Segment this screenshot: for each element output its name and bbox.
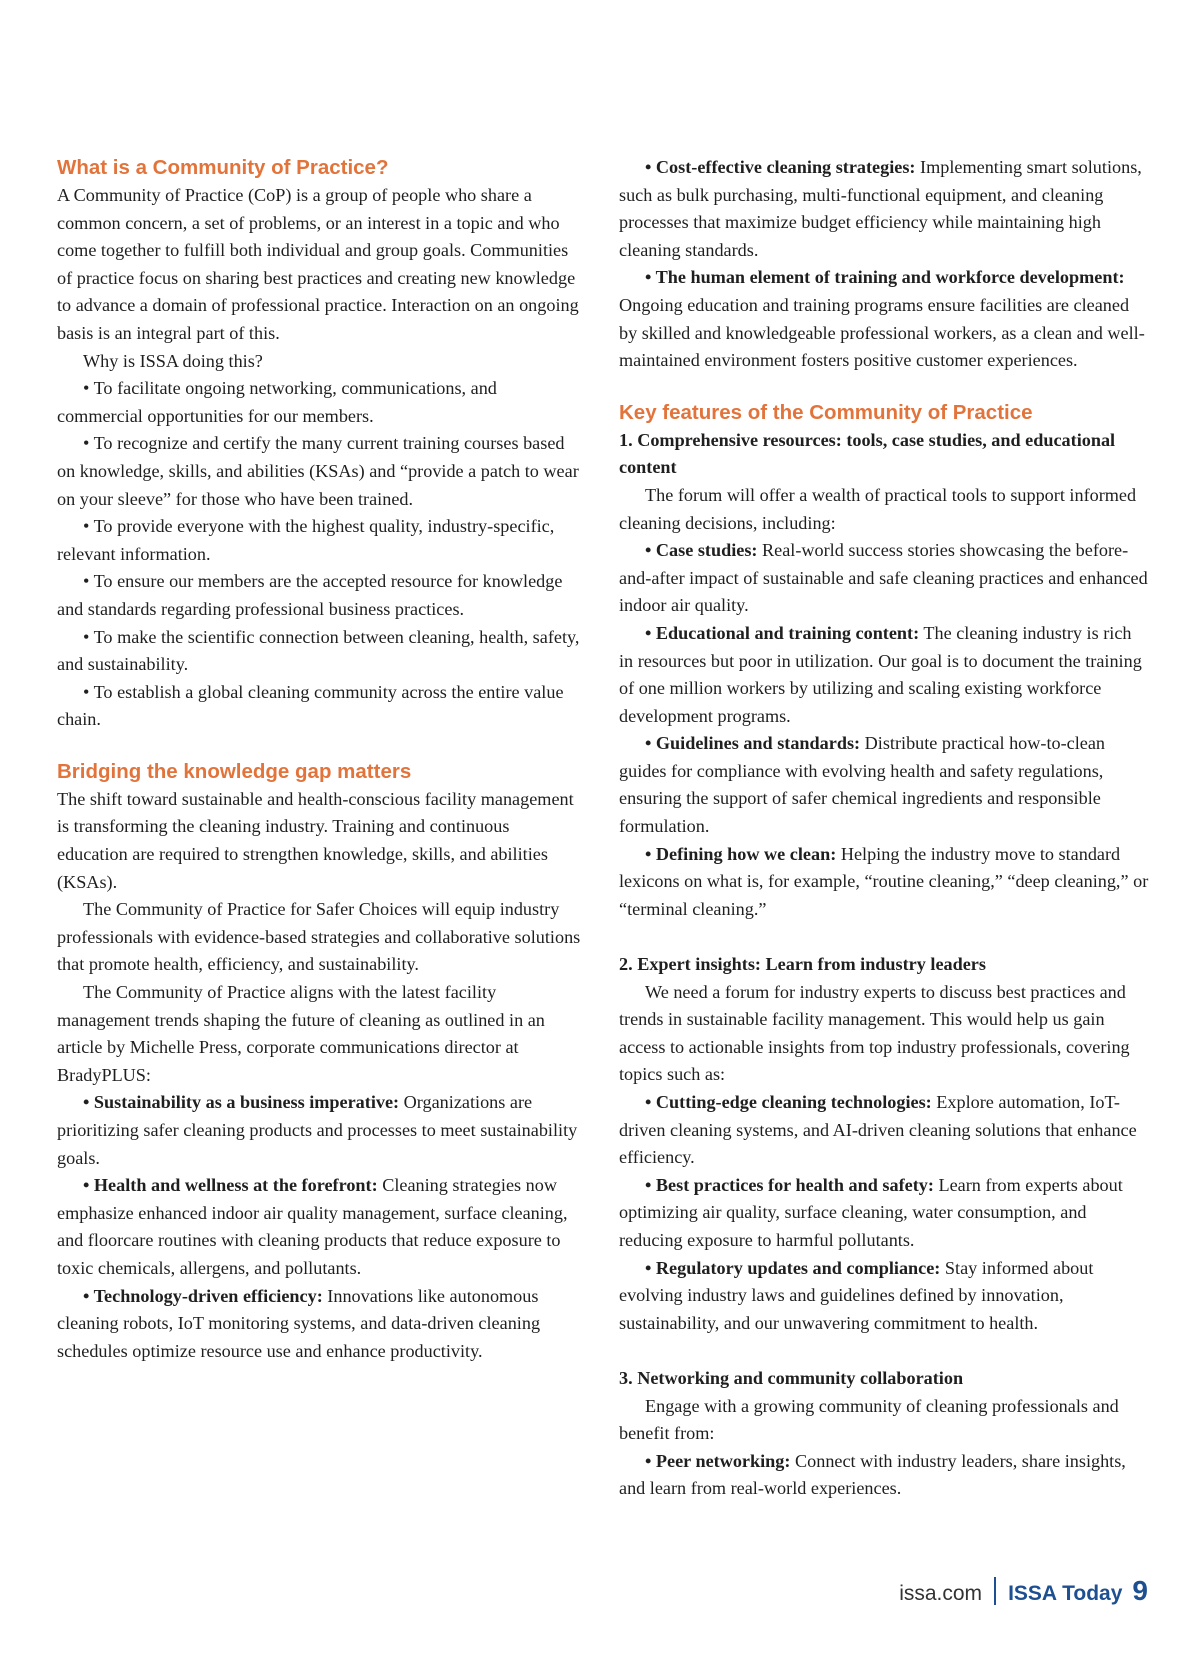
subheading-comprehensive-resources: 1. Comprehensive resources: tools, case studies, and educational content [619,429,1116,478]
bullet-text: Ongoing education and training programs ensure facilities are cleaned by skilled and knowledgeable professional workers, as a clean and well-maintained environment fosters positive customer experiences. [619,294,1145,371]
bullet-text: Connect with industry leaders, share insights, and learn from real-world experiences. [619,1450,1126,1499]
bullet-text: Organizations are prioritizing safer cleaning products and processes to meet sustainability goals. [57,1092,578,1168]
bullet-certify-training: • To recognize and certify the many current training courses based on knowledge, skills, and abilities (KSAs) and “provide a patch to wear on your sleeve” for those who have been trained. [57,433,579,509]
paragraph-forum-tools: The forum will offer a wealth of practical tools to support informed cleaning decisions, including: [619,484,1137,533]
bullet-title: • Sustainability as a business imperative: [83,1092,400,1113]
paragraph-safer-choices: The Community of Practice for Safer Choices will equip industry professionals with evidence-based strategies and collaborative solutions that promote health, efficiency, and sustainability. [57,899,581,975]
bullet-text: Distribute practical how-to-clean guides for compliance with evolving health and safety regulations, ensuring the support of safer chemical ingredients and responsible formulation. [619,733,1106,837]
page-number: 9 [1132,1575,1148,1606]
bullet-peer-networking [619,1448,1149,1503]
bullet-title: • Case studies: [645,540,758,561]
paragraph-why-issa: Why is ISSA doing this? [83,350,263,371]
bullet-title: • The human element of training and workforce development: [645,267,1125,288]
subheading-networking: 3. Networking and community collaboration [619,1367,964,1388]
bullet-text: Real-world success stories showcasing the before-and-after impact of sustainable and safe cleaning practices and enhanced indoor air quality. [619,540,1148,616]
paragraph-engage: Engage with a growing community of cleaning professionals and benefit from: [619,1395,1119,1444]
heading-bridging-gap: Bridging the knowledge gap matters [57,759,412,783]
bullet-title: • Guidelines and standards: [645,733,861,754]
footer-divider [994,1577,996,1605]
page-footer [899,1572,1148,1607]
bullet-title: • Cutting-edge cleaning technologies: [645,1092,932,1112]
bullet-title: • Defining how we clean: [645,843,837,864]
bullet-text: The cleaning industry is rich in resources but poor in utilization. Our goal is to document the training of one million workers by utilizing and scaling existing workforce development programs. [619,622,1142,726]
bullet-cutting-edge [619,1089,1149,1172]
heading-key-features: Key features of the Community of Practice [619,400,1033,424]
footer-magazine-name: ISSA Today [1008,1582,1123,1605]
bullet-title: • Regulatory updates and compliance: [645,1257,941,1278]
bullet-defining-clean [619,841,1149,924]
bullet-title: • Educational and training content: [645,622,920,643]
bullet-text: Implementing smart solutions, such as bulk purchasing, multi-functional equipment, and cleaning processes that maximize budget efficiency while maintaining high cleaning standards. [619,157,1142,260]
bullet-global-community: • To establish a global cleaning community across the entire value chain. [57,681,564,730]
bullet-quality-information: • To provide everyone with the highest quality, industry-specific, relevant information. [57,516,555,564]
bullet-title: • Health and wellness at the forefront: [83,1175,378,1196]
bullet-text: Innovations like autonomous cleaning robots, IoT monitoring systems, and data-driven cleaning schedules optimize resource use and enhance productivity. [57,1285,541,1361]
bullet-guidelines [619,730,1149,840]
bullet-educational-content [619,620,1149,730]
paragraph-shift: The shift toward sustainable and health-conscious facility management is transforming the cleaning industry. Training and continuous education are required to strengthen knowledge, skills, and abilities (KSAs). [57,788,574,892]
bullet-best-practices [619,1172,1149,1255]
right-column [619,154,1149,1503]
bullet-text: Cleaning strategies now emphasize enhanced indoor air quality management, surface cleaning, and floorcare routines with cleaning products that reduce exposure to toxic chemicals, allergens, and pollutants. [57,1175,568,1278]
bullet-health-wellness [57,1172,583,1282]
subheading-expert-insights: 2. Expert insights: Learn from industry leaders [619,954,986,975]
bullet-case-studies [619,537,1149,620]
bullet-title: • Technology-driven efficiency: [83,1285,323,1306]
paragraph-cop-definition: A Community of Practice (CoP) is a group of people who share a common concern, a set of problems, or an interest in a topic and who come together to fulfill both individual and group goals. Communities of practice focus on sharing best practices and creating new knowledge to advance a domain of professional practice. Interaction on an ongoing basis is an integral part of this. [57,185,579,343]
paragraph-expert-forum: We need a forum for industry experts to discuss best practices and trends in sustainable facility management. This would help us gain access to actionable insights from top industry professionals, covering topics such as: [619,981,1130,1085]
bullet-scientific-connection: • To make the scientific connection between cleaning, health, safety, and sustainability. [57,626,580,675]
bullet-human-element [619,264,1149,374]
heading-what-is-cop: What is a Community of Practice? [57,156,389,179]
bullet-text: Learn from experts about optimizing air quality, surface cleaning, water consumption, and reducing exposure to harmful pollutants. [619,1174,1123,1250]
left-column [57,154,583,1365]
paragraph-trends: The Community of Practice aligns with the latest facility management trends shaping the future of cleaning as outlined in an article by Michelle Press, corporate communications director at BradyPLUS: [57,982,545,1085]
bullet-text: Explore automation, IoT-driven cleaning systems, and AI-driven cleaning solutions that enhance efficiency. [619,1092,1137,1168]
footer-site-link[interactable]: issa.com [899,1582,983,1605]
bullet-accepted-resource: • To ensure our members are the accepted resource for knowledge and standards regarding professional business practices. [57,571,563,619]
bullet-title: • Cost-effective cleaning strategies: [645,157,916,177]
bullet-text: Helping the industry move to standard lexicons on what is, for example, “routine cleaning,” “deep cleaning,” or “terminal cleaning.” [619,843,1149,919]
bullet-title: • Peer networking: [645,1450,791,1471]
bullet-cost-effective [619,154,1149,264]
bullet-sustainability [57,1089,583,1172]
bullet-regulatory [619,1255,1149,1338]
bullet-title: • Best practices for health and safety: [645,1174,934,1195]
bullet-technology [57,1283,583,1366]
bullet-networking: • To facilitate ongoing networking, communications, and commercial opportunities for our members. [57,378,497,426]
bullet-text: Stay informed about evolving industry laws and guidelines defined by innovation, sustainability, and our unwavering commitment to health. [619,1257,1094,1333]
